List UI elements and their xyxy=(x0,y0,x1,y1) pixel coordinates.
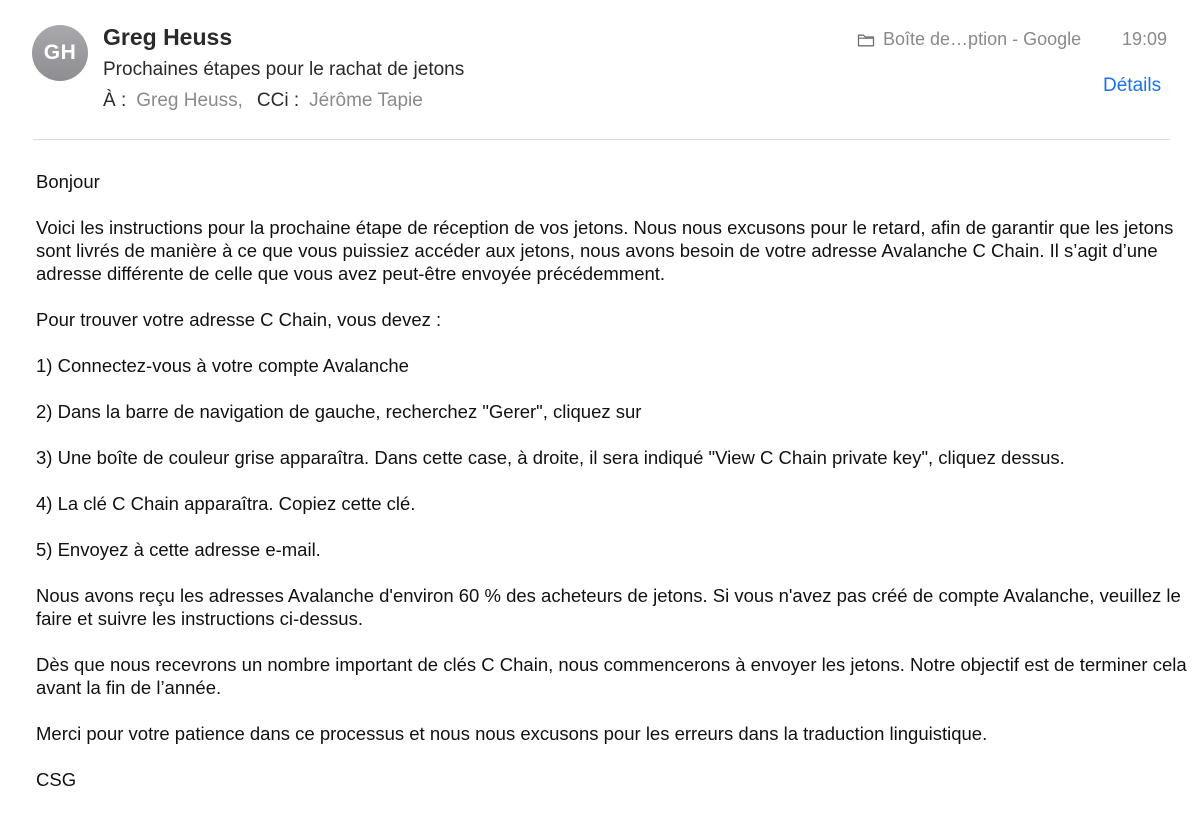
recipients-line xyxy=(103,90,423,112)
mailbox-name: Boîte de…ption - Google xyxy=(883,29,1082,49)
to-label: À : xyxy=(103,90,127,111)
body-paragraph: 3) Une boîte de couleur grise apparaîtra. Dans cette case, à droite, il sera indiqué "View C Chain private key", cliquez dessus. xyxy=(36,447,1065,468)
cc-label: CCi : xyxy=(256,90,300,111)
message-subject: Prochaines étapes pour le rachat de jetons xyxy=(103,59,465,80)
body-paragraph: 4) La clé C Chain apparaîtra. Copiez cette clé. xyxy=(36,493,416,514)
body-paragraph: Dès que nous recevrons un nombre important de clés C Chain, nous commencerons à envoyer les jetons. Notre objectif est de terminer cela avant la fin de l’année. xyxy=(36,654,1187,698)
body-paragraph: 2) Dans la barre de navigation de gauche, recherchez "Gerer", cliquez sur xyxy=(36,401,642,422)
body-paragraph: 5) Envoyez à cette adresse e-mail. xyxy=(36,539,321,560)
message-time: 19:09 xyxy=(1122,29,1168,49)
folder-icon xyxy=(857,32,875,48)
signature: CSG xyxy=(36,769,77,790)
cc-recipient[interactable]: Jérôme Tapie xyxy=(309,90,423,111)
message-header xyxy=(0,0,1200,140)
details-link[interactable]: Détails xyxy=(1103,75,1162,96)
message-body xyxy=(36,170,1196,814)
sender-name[interactable]: Greg Heuss xyxy=(103,24,233,50)
mailbox-location[interactable] xyxy=(857,29,1081,50)
body-paragraph: Pour trouver votre adresse C Chain, vous devez : xyxy=(36,309,442,330)
to-recipient[interactable]: Greg Heuss, xyxy=(136,90,243,111)
avatar[interactable]: GH xyxy=(32,25,88,81)
body-paragraph: Merci pour votre patience dans ce processus et nous nous excusons pour les erreurs dans la traduction linguistique. xyxy=(36,723,988,744)
body-paragraph: Voici les instructions pour la prochaine étape de réception de vos jetons. Nous nous excusons pour le retard, afin de garantir que les jetons sont livrés de manière à ce que vous puissiez accéder aux jetons, nous avons besoin de votre adresse Avalanche C Chain. Il s’agit d’une adresse différente de celle que vous avez peut-être envoyée précédemment. xyxy=(36,217,1174,284)
body-paragraph: Bonjour xyxy=(36,171,100,192)
body-paragraph: 1) Connectez-vous à votre compte Avalanche xyxy=(36,355,409,376)
header-divider xyxy=(33,139,1170,140)
body-paragraph: Nous avons reçu les adresses Avalanche d'environ 60 % des acheteurs de jetons. Si vous n'avez pas créé de compte Avalanche, veuillez le faire et suivre les instructions ci-dessus. xyxy=(36,585,1181,629)
